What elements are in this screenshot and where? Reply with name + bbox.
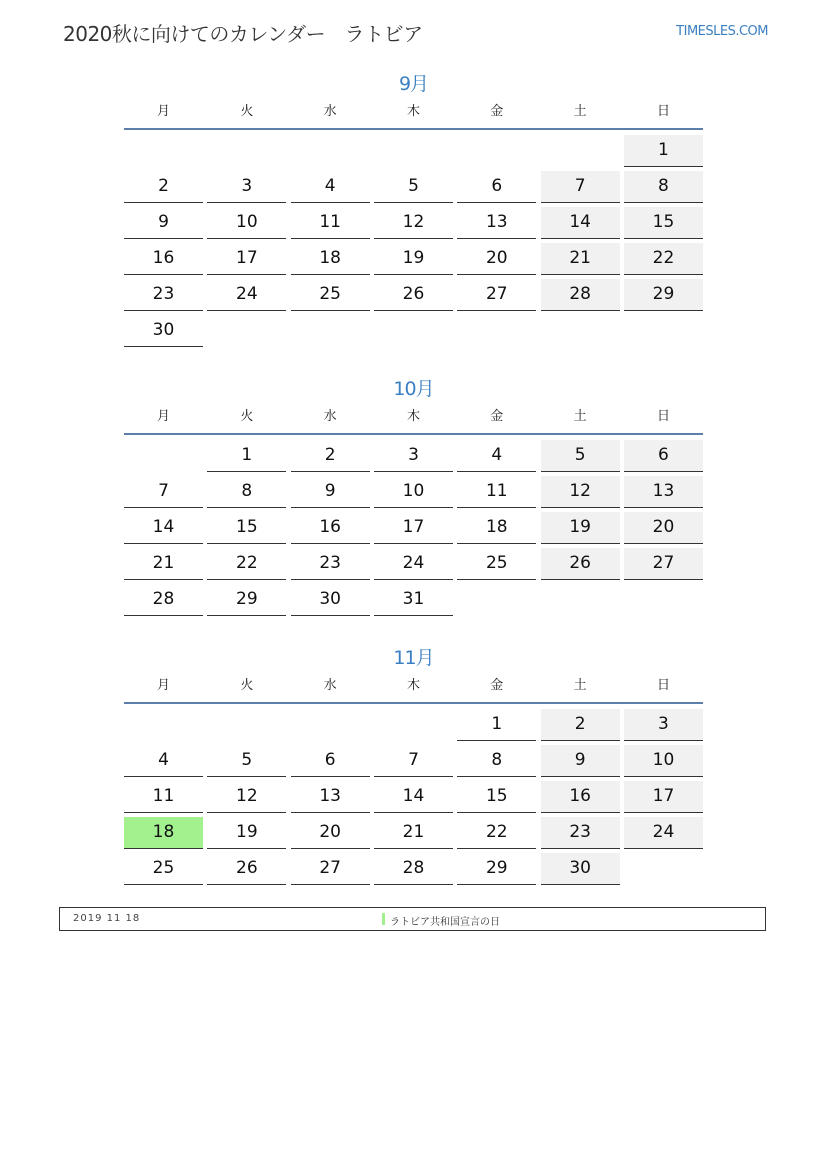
weekday-label: 日 <box>656 104 670 119</box>
day-cell: 6 <box>624 440 703 472</box>
day-cell: 27 <box>624 548 703 580</box>
day-cell: 18 <box>124 817 203 849</box>
day-cell: 19 <box>374 243 453 275</box>
weekday-label: 火 <box>240 678 254 693</box>
day-cell: 23 <box>541 817 620 849</box>
weekday-label: 火 <box>240 104 254 119</box>
day-cell: 23 <box>124 279 203 311</box>
day-cell: 16 <box>541 781 620 813</box>
day-cell: 27 <box>457 279 536 311</box>
day-cell: 6 <box>457 171 536 203</box>
day-cell: 5 <box>541 440 620 472</box>
day-cell: 2 <box>124 171 203 203</box>
month-calendar <box>124 375 703 616</box>
day-cell: 2 <box>291 440 370 472</box>
empty-day-cell <box>541 584 620 616</box>
day-cell: 21 <box>541 243 620 275</box>
day-cell: 5 <box>207 745 286 777</box>
day-cell: 15 <box>207 512 286 544</box>
day-cell: 27 <box>291 853 370 885</box>
day-cell: 12 <box>541 476 620 508</box>
day-cell: 17 <box>207 243 286 275</box>
day-cell: 8 <box>624 171 703 203</box>
empty-day-cell <box>374 135 453 167</box>
empty-day-cell <box>624 584 703 616</box>
holiday-name: ラトビア共和国宣言の日 <box>390 917 500 928</box>
day-cell: 7 <box>374 745 453 777</box>
empty-day-cell <box>541 135 620 167</box>
weekday-label: 月 <box>156 409 170 424</box>
day-cell: 29 <box>207 584 286 616</box>
weekday-label: 水 <box>323 678 337 693</box>
month-title: 11月 <box>393 647 434 669</box>
day-cell: 1 <box>207 440 286 472</box>
day-grid <box>124 135 703 347</box>
weekday-label: 木 <box>406 409 420 424</box>
day-cell: 20 <box>457 243 536 275</box>
empty-day-cell <box>291 709 370 741</box>
day-cell: 11 <box>124 781 203 813</box>
day-cell: 17 <box>374 512 453 544</box>
empty-day-cell <box>124 440 203 472</box>
day-cell: 16 <box>124 243 203 275</box>
day-cell: 28 <box>124 584 203 616</box>
day-cell: 4 <box>124 745 203 777</box>
month-calendar <box>124 644 703 885</box>
day-cell: 28 <box>541 279 620 311</box>
day-cell: 20 <box>291 817 370 849</box>
site-link[interactable]: TIMESLES.COM <box>676 24 768 39</box>
day-grid <box>124 440 703 616</box>
empty-day-cell <box>207 709 286 741</box>
empty-day-cell <box>124 709 203 741</box>
day-cell: 15 <box>624 207 703 239</box>
day-cell: 26 <box>207 853 286 885</box>
empty-day-cell <box>291 315 370 347</box>
day-cell: 12 <box>374 207 453 239</box>
day-cell: 13 <box>624 476 703 508</box>
day-cell: 20 <box>624 512 703 544</box>
day-cell: 15 <box>457 781 536 813</box>
day-cell: 1 <box>624 135 703 167</box>
day-cell: 25 <box>457 548 536 580</box>
day-cell: 18 <box>291 243 370 275</box>
day-cell: 3 <box>374 440 453 472</box>
day-cell: 26 <box>374 279 453 311</box>
day-cell: 8 <box>457 745 536 777</box>
day-cell: 30 <box>291 584 370 616</box>
empty-day-cell <box>124 135 203 167</box>
weekday-label: 月 <box>156 678 170 693</box>
day-cell: 22 <box>207 548 286 580</box>
day-cell: 23 <box>291 548 370 580</box>
day-cell: 25 <box>291 279 370 311</box>
day-cell: 10 <box>624 745 703 777</box>
day-cell: 11 <box>291 207 370 239</box>
weekday-label: 土 <box>573 409 587 424</box>
day-cell: 7 <box>124 476 203 508</box>
weekday-label: 月 <box>156 104 170 119</box>
empty-day-cell <box>457 315 536 347</box>
weekday-header <box>124 407 703 435</box>
day-cell: 9 <box>124 207 203 239</box>
day-cell: 29 <box>624 279 703 311</box>
day-cell: 6 <box>291 745 370 777</box>
empty-day-cell <box>457 584 536 616</box>
weekday-label: 日 <box>656 409 670 424</box>
day-cell: 14 <box>374 781 453 813</box>
empty-day-cell <box>541 315 620 347</box>
month-title: 10月 <box>393 378 434 400</box>
day-cell: 24 <box>374 548 453 580</box>
weekday-label: 金 <box>490 409 504 424</box>
day-cell: 1 <box>457 709 536 741</box>
empty-day-cell <box>457 135 536 167</box>
day-cell: 24 <box>624 817 703 849</box>
weekday-header <box>124 676 703 704</box>
weekday-label: 木 <box>406 678 420 693</box>
weekday-label: 水 <box>323 104 337 119</box>
day-cell: 30 <box>541 853 620 885</box>
day-cell: 4 <box>291 171 370 203</box>
day-cell: 3 <box>207 171 286 203</box>
day-cell: 19 <box>207 817 286 849</box>
empty-day-cell <box>624 315 703 347</box>
day-cell: 22 <box>457 817 536 849</box>
day-cell: 28 <box>374 853 453 885</box>
day-cell: 4 <box>457 440 536 472</box>
weekday-label: 金 <box>490 678 504 693</box>
day-grid <box>124 709 703 885</box>
page-title: 2020秋に向けてのカレンダー ラトビア <box>63 22 423 46</box>
day-cell: 3 <box>624 709 703 741</box>
day-cell: 5 <box>374 171 453 203</box>
day-cell: 14 <box>124 512 203 544</box>
empty-day-cell <box>207 315 286 347</box>
weekday-label: 火 <box>240 409 254 424</box>
weekday-header <box>124 102 703 130</box>
day-cell: 21 <box>374 817 453 849</box>
month-calendar <box>124 70 703 347</box>
day-cell: 18 <box>457 512 536 544</box>
day-cell: 29 <box>457 853 536 885</box>
day-cell: 8 <box>207 476 286 508</box>
empty-day-cell <box>207 135 286 167</box>
weekday-label: 土 <box>573 678 587 693</box>
empty-day-cell <box>374 709 453 741</box>
day-cell: 13 <box>291 781 370 813</box>
holiday-marker <box>382 913 385 925</box>
day-cell: 14 <box>541 207 620 239</box>
day-cell: 11 <box>457 476 536 508</box>
day-cell: 31 <box>374 584 453 616</box>
day-cell: 12 <box>207 781 286 813</box>
day-cell: 10 <box>374 476 453 508</box>
day-cell: 21 <box>124 548 203 580</box>
day-cell: 10 <box>207 207 286 239</box>
holiday-footer <box>59 907 766 931</box>
day-cell: 16 <box>291 512 370 544</box>
weekday-label: 日 <box>656 678 670 693</box>
empty-day-cell <box>374 315 453 347</box>
holiday-date: 2019 11 18 <box>73 913 141 924</box>
day-cell: 25 <box>124 853 203 885</box>
weekday-label: 水 <box>323 409 337 424</box>
day-cell: 17 <box>624 781 703 813</box>
day-cell: 19 <box>541 512 620 544</box>
day-cell: 13 <box>457 207 536 239</box>
month-title: 9月 <box>398 73 429 95</box>
day-cell: 30 <box>124 315 203 347</box>
day-cell: 22 <box>624 243 703 275</box>
day-cell: 2 <box>541 709 620 741</box>
empty-day-cell <box>291 135 370 167</box>
weekday-label: 土 <box>573 104 587 119</box>
day-cell: 24 <box>207 279 286 311</box>
weekday-label: 金 <box>490 104 504 119</box>
weekday-label: 木 <box>406 104 420 119</box>
day-cell: 9 <box>291 476 370 508</box>
day-cell: 9 <box>541 745 620 777</box>
day-cell: 7 <box>541 171 620 203</box>
empty-day-cell <box>624 853 703 885</box>
day-cell: 26 <box>541 548 620 580</box>
